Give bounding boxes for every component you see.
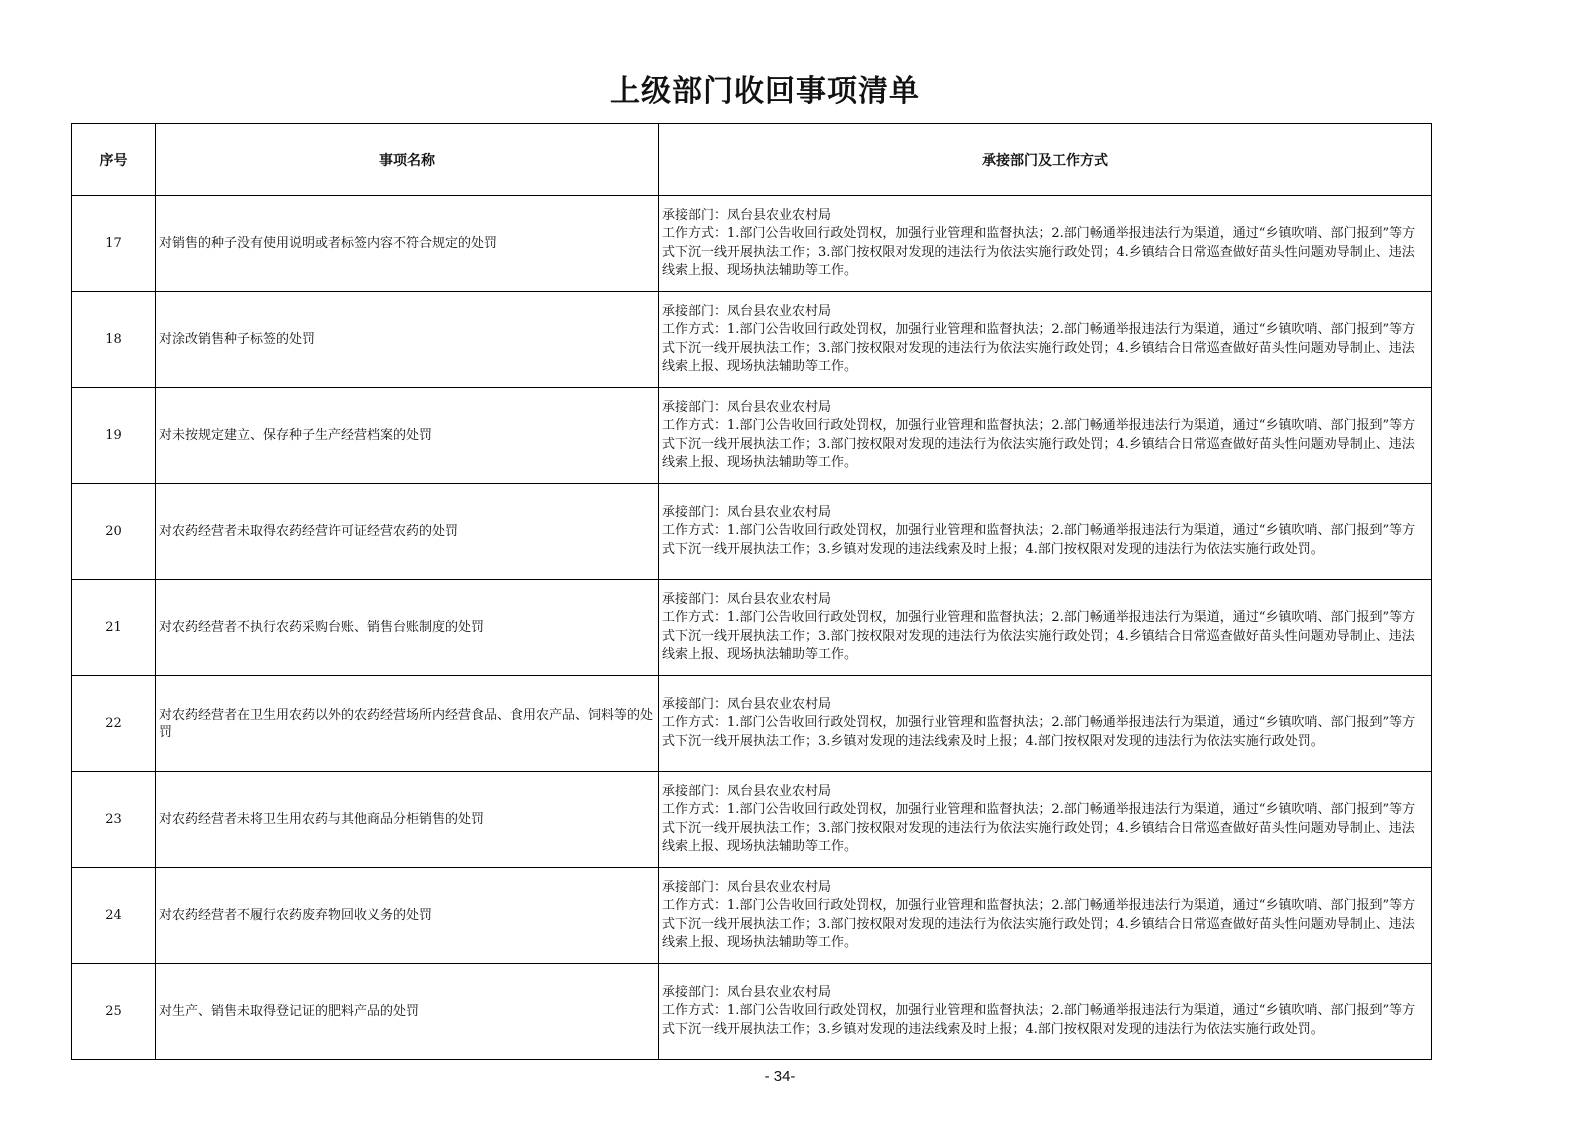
dept-cell (659, 964, 1432, 1060)
table-row (72, 484, 1432, 580)
work-method: 工作方式：1.部门公告收回行政处罚权，加强行业管理和监督执法；2.部门畅通举报违法行为渠道，通过“乡镇吹哨、部门报到”等方式下沉一线开展执法工作；3.部门按权限对发现的违法行为依法实施行政处罚；4.乡镇结合日常巡查做好苗头性问题劝导制止、违法线索上报、现场执法辅助等工作。 (662, 898, 1416, 950)
dept-name: 承接部门：凤台县农业农村局 (662, 303, 832, 319)
items-table (71, 123, 1432, 1060)
item-name: 对农药经营者未取得农药经营许可证经营农药的处罚 (156, 484, 659, 580)
dept-cell (659, 196, 1432, 292)
work-method: 工作方式：1.部门公告收回行政处罚权，加强行业管理和监督执法；2.部门畅通举报违法行为渠道，通过“乡镇吹哨、部门报到”等方式下沉一线开展执法工作；3.部门按权限对发现的违法行为依法实施行政处罚；4.乡镇结合日常巡查做好苗头性问题劝导制止、违法线索上报、现场执法辅助等工作。 (662, 802, 1416, 854)
table-row (72, 772, 1432, 868)
dept-name: 承接部门：凤台县农业农村局 (662, 879, 832, 895)
table-row (72, 964, 1432, 1060)
dept-name: 承接部门：凤台县农业农村局 (662, 696, 832, 712)
row-number: 22 (72, 676, 156, 772)
table-row (72, 868, 1432, 964)
dept-cell (659, 388, 1432, 484)
dept-name: 承接部门：凤台县农业农村局 (662, 591, 832, 607)
column-header-name: 事项名称 (156, 124, 659, 196)
work-method: 工作方式：1.部门公告收回行政处罚权，加强行业管理和监督执法；2.部门畅通举报违法行为渠道，通过“乡镇吹哨、部门报到”等方式下沉一线开展执法工作；3.乡镇对发现的违法线索及时上报；4.部门按权限对发现的违法行为依法实施行政处罚。 (662, 523, 1416, 557)
dept-name: 承接部门：凤台县农业农村局 (662, 207, 832, 223)
row-number: 19 (72, 388, 156, 484)
column-header-no: 序号 (72, 124, 156, 196)
dept-cell (659, 580, 1432, 676)
row-number: 17 (72, 196, 156, 292)
row-number: 18 (72, 292, 156, 388)
table-row (72, 676, 1432, 772)
page-title: 上级部门收回事项清单 (610, 74, 920, 109)
dept-cell (659, 292, 1432, 388)
dept-cell (659, 868, 1432, 964)
table-row (72, 388, 1432, 484)
table-row (72, 292, 1432, 388)
work-method: 工作方式：1.部门公告收回行政处罚权，加强行业管理和监督执法；2.部门畅通举报违法行为渠道，通过“乡镇吹哨、部门报到”等方式下沉一线开展执法工作；3.部门按权限对发现的违法行为依法实施行政处罚；4.乡镇结合日常巡查做好苗头性问题劝导制止、违法线索上报、现场执法辅助等工作。 (662, 322, 1416, 374)
work-method: 工作方式：1.部门公告收回行政处罚权，加强行业管理和监督执法；2.部门畅通举报违法行为渠道，通过“乡镇吹哨、部门报到”等方式下沉一线开展执法工作；3.部门按权限对发现的违法行为依法实施行政处罚；4.乡镇结合日常巡查做好苗头性问题劝导制止、违法线索上报、现场执法辅助等工作。 (662, 610, 1416, 662)
item-name: 对农药经营者不执行农药采购台账、销售台账制度的处罚 (156, 580, 659, 676)
dept-cell (659, 772, 1432, 868)
item-name: 对生产、销售未取得登记证的肥料产品的处罚 (156, 964, 659, 1060)
row-number: 25 (72, 964, 156, 1060)
item-name: 对农药经营者在卫生用农药以外的农药经营场所内经营食品、食用农产品、饲料等的处罚 (156, 676, 659, 772)
dept-name: 承接部门：凤台县农业农村局 (662, 984, 832, 1000)
item-name: 对未按规定建立、保存种子生产经营档案的处罚 (156, 388, 659, 484)
row-number: 21 (72, 580, 156, 676)
row-number: 20 (72, 484, 156, 580)
column-header-dept: 承接部门及工作方式 (659, 124, 1432, 196)
dept-name: 承接部门：凤台县农业农村局 (662, 504, 832, 520)
work-method: 工作方式：1.部门公告收回行政处罚权，加强行业管理和监督执法；2.部门畅通举报违法行为渠道，通过“乡镇吹哨、部门报到”等方式下沉一线开展执法工作；3.部门按权限对发现的违法行为依法实施行政处罚；4.乡镇结合日常巡查做好苗头性问题劝导制止、违法线索上报、现场执法辅助等工作。 (662, 226, 1416, 278)
work-method: 工作方式：1.部门公告收回行政处罚权，加强行业管理和监督执法；2.部门畅通举报违法行为渠道，通过“乡镇吹哨、部门报到”等方式下沉一线开展执法工作；3.部门按权限对发现的违法行为依法实施行政处罚；4.乡镇结合日常巡查做好苗头性问题劝导制止、违法线索上报、现场执法辅助等工作。 (662, 418, 1416, 470)
work-method: 工作方式：1.部门公告收回行政处罚权，加强行业管理和监督执法；2.部门畅通举报违法行为渠道，通过“乡镇吹哨、部门报到”等方式下沉一线开展执法工作；3.乡镇对发现的违法线索及时上报；4.部门按权限对发现的违法行为依法实施行政处罚。 (662, 715, 1416, 749)
item-name: 对农药经营者未将卫生用农药与其他商品分柜销售的处罚 (156, 772, 659, 868)
item-name: 对农药经营者不履行农药废弃物回收义务的处罚 (156, 868, 659, 964)
table-header-row (72, 124, 1432, 196)
row-number: 24 (72, 868, 156, 964)
dept-name: 承接部门：凤台县农业农村局 (662, 783, 832, 799)
dept-name: 承接部门：凤台县农业农村局 (662, 399, 832, 415)
table-row (72, 196, 1432, 292)
dept-cell (659, 676, 1432, 772)
table-row (72, 580, 1432, 676)
row-number: 23 (72, 772, 156, 868)
work-method: 工作方式：1.部门公告收回行政处罚权，加强行业管理和监督执法；2.部门畅通举报违法行为渠道，通过“乡镇吹哨、部门报到”等方式下沉一线开展执法工作；3.乡镇对发现的违法线索及时上报；4.部门按权限对发现的违法行为依法实施行政处罚。 (662, 1003, 1416, 1037)
item-name: 对涂改销售种子标签的处罚 (156, 292, 659, 388)
item-name: 对销售的种子没有使用说明或者标签内容不符合规定的处罚 (156, 196, 659, 292)
page-number: - 34- (764, 1068, 796, 1085)
dept-cell (659, 484, 1432, 580)
